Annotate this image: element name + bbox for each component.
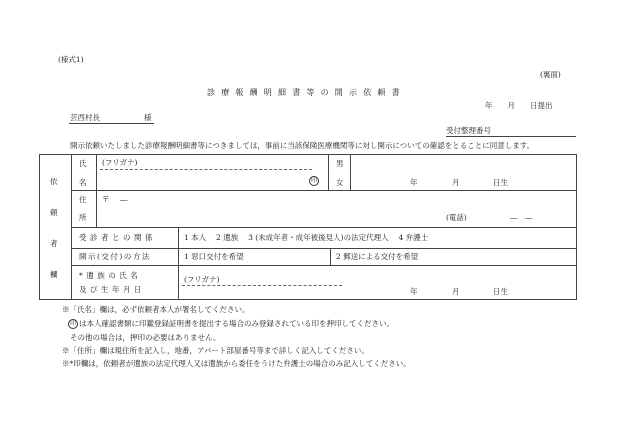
note-address: ※「住所」欄は現住所を記入し，地番，アパート部屋番号等まで詳しく記入してください。 <box>62 346 369 355</box>
name-label-bottom: 名 <box>79 178 87 187</box>
reception-number-label: 受付整理番号 <box>446 126 491 135</box>
deceased-day-label: 日生 <box>493 287 508 296</box>
addressee: 芸西村長 <box>70 113 100 122</box>
deceased-birth-label: 及び生年月日 <box>79 285 145 294</box>
addressee-underline <box>69 123 154 124</box>
method-option-mail[interactable]: 2 郵送による交付を希望 <box>336 252 419 261</box>
seal-mark-icon-note: 印 <box>69 320 76 327</box>
requester-label-2: 頼 <box>50 208 58 217</box>
seal-mark-icon: 印 <box>310 177 317 184</box>
phone-label: (電話) <box>446 213 467 222</box>
back-side-label: (裏面) <box>540 70 561 79</box>
address-label-bottom: 所 <box>79 213 87 222</box>
form-id: (様式1) <box>58 55 84 64</box>
note-asterisk-fields: ※*印欄は，依頼者が遺族の法定代理人又は遺族から委任をうけた弁護士の場合のみ記入してください。 <box>62 359 411 368</box>
requester-label-1: 依 <box>50 177 58 186</box>
method-option-counter[interactable]: 1 窓口交付を希望 <box>184 252 244 261</box>
relation-label: 受診者との関係 <box>79 233 156 242</box>
page-title: 診療報酬明細書等の開示依頼書 <box>207 88 406 97</box>
deceased-furigana-label: (フリガナ) <box>184 275 220 284</box>
phone-dashes: ― ― <box>510 213 533 222</box>
submission-date: 年 月 日提出 <box>485 101 553 110</box>
honorific: 様 <box>144 113 152 122</box>
deceased-month-label: 月 <box>452 287 460 296</box>
deceased-furigana-field[interactable] <box>182 285 342 286</box>
postal-dash: ― <box>120 195 128 204</box>
consent-text: 開示依頼いたしました診療報酬明細書等につきましては，事前に当該保険医療機関等に対し開示についての確認をとることに同意します。 <box>70 141 535 150</box>
birth-year-label: 年 <box>410 178 418 187</box>
name-label-top: 氏 <box>79 159 87 168</box>
birth-day-label: 日生 <box>493 178 508 187</box>
gender-male[interactable]: 男 <box>336 159 344 168</box>
requester-label-4: 欄 <box>50 270 58 279</box>
postal-mark: 〒 <box>102 195 110 204</box>
note-seal: は本人確認書類に印鑑登録証明書を提出する場合のみ登録されている印を押印してください。 <box>79 319 394 328</box>
deceased-year-label: 年 <box>410 287 418 296</box>
name-furigana-field[interactable] <box>100 169 312 170</box>
note-other-cases: その他の場合は，押印の必要はありません。 <box>70 333 221 342</box>
birth-month-label: 月 <box>452 178 460 187</box>
note-name-signature: ※「氏名」欄は，必ず依頼者本人が署名してください。 <box>62 305 250 314</box>
reception-number-field[interactable] <box>446 136 576 137</box>
relation-options[interactable]: 1 本人 2 遺族 3 (未成年者・成年被後見人)の法定代理人 4 弁護士 <box>184 233 429 242</box>
address-label-top: 住 <box>79 195 87 204</box>
name-furigana-label: (フリガナ) <box>102 158 138 167</box>
requester-label-3: 者 <box>50 239 58 248</box>
disclosure-method-label: 開示(交付)の方法 <box>79 252 151 261</box>
gender-female[interactable]: 女 <box>336 178 344 187</box>
deceased-name-label: *遺族の氏名 <box>79 271 142 280</box>
